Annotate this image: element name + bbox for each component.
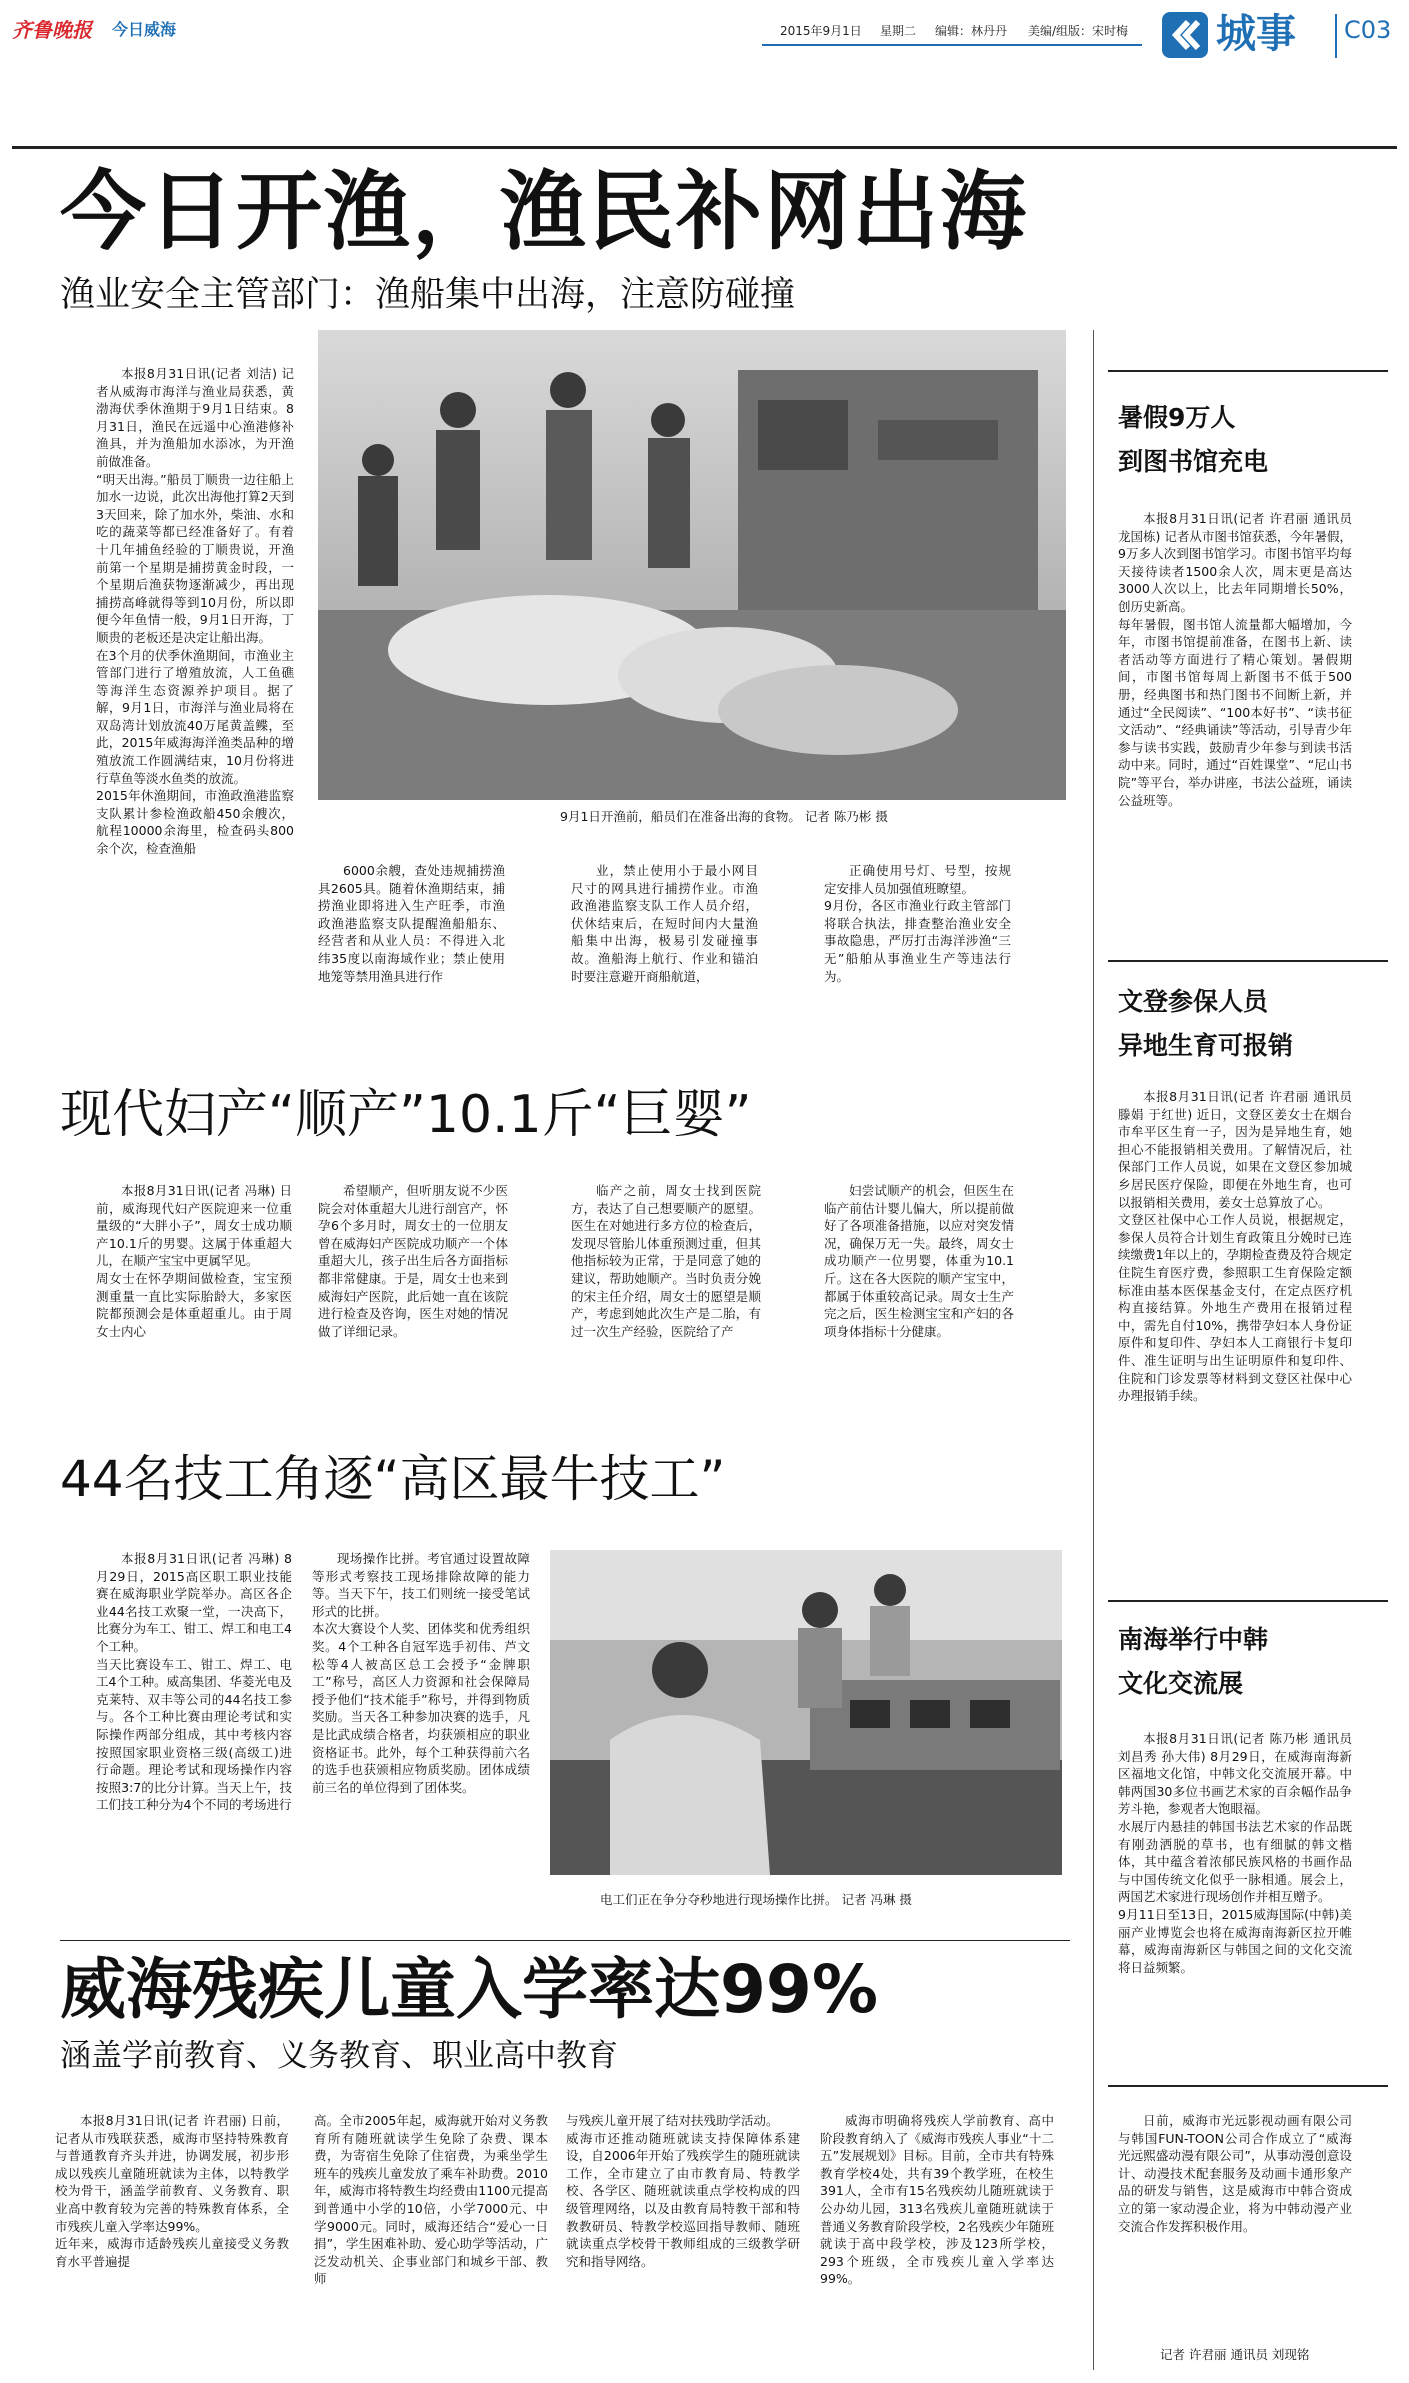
article2-col1: 本报8月31日讯(记者 冯琳) 日前，威海现代妇产医院迎来一位重量级的“大胖小子”，周女士成功顺产10.1斤的男婴。这属于体重超大儿，在顺产宝宝中更属罕见。 周女士在怀孕期间做检查，宝宝预测重量一直比实际胎龄大，多家医院都预测会是体重超重儿。由于周女士内心	[96, 1183, 292, 1339]
designer-credit: 美编/组版：宋时梅	[1028, 24, 1129, 38]
issue-date: 2015年9月1日	[780, 24, 862, 38]
lead-col3: 业，禁止使用小于最小网目尺寸的网具进行捕捞作业。市渔政渔港监察支队工作人员介绍，伏休结束后，在短时间内大量渔船集中出海，极易引发碰撞事故。渔船海上航行、作业和锚泊时要注意避开商船航道，	[571, 863, 758, 984]
article3-photo	[550, 1550, 1062, 1875]
chevron-left-icon	[1162, 12, 1208, 58]
column-badge	[1162, 12, 1208, 58]
article4-headline: 威海残疾儿童入学率达99%	[60, 1951, 878, 2028]
article3-col2: 现场操作比拼。考官通过设置故障等形式考察技工现场排除故障的能力等。当天下午，技工们则统一接受笔试形式的比拼。 本次大赛设个人奖、团体奖和优秀组织奖。4个工种各自冠军选手初伟、芦文松等4人被高区总工会授予“金牌职工”称号，高区人力资源和社会保障局授予他们“技术能手”称号，并得到物质奖励。当天各工种参加决赛的选手，凡是比武成绩合格者，均获颁相应的职业资格证书。此外，每个工种获得前六名的选手也获颁相应物质奖励。团体成绩前三名的单位得到了团体奖。	[312, 1551, 530, 1795]
page-number: C03	[1344, 16, 1392, 44]
article2-col3: 临产之前，周女士找到医院方，表达了自己想要顺产的愿望。医生在对她进行多方位的检查后，发现尽管胎儿体重预测过重，但其他指标较为正常，于是同意了她的建议，帮助她顺产。当时负责分娩的宋主任介绍，周女士的愿望是顺产，考虑到她此次生产是二胎，有过一次生产经验，医院给了产	[571, 1183, 761, 1339]
paper-logo: 齐鲁晚报	[12, 18, 92, 42]
fishermen-photo	[318, 330, 1066, 800]
editor-credit: 编辑：林丹丹	[935, 24, 1008, 38]
lead-photo-caption: 9月1日开渔前，船员们在准备出海的食物。 记者 陈乃彬 摄	[560, 809, 888, 824]
article2-col4: 妇尝试顺产的机会，但医生在临产前估计婴儿偏大，所以提前做好了各项准备措施，以应对突发情况，确保万无一失。最终，周女士成功顺产一位男婴，体重为10.1斤。这在各大医院的顺产宝宝中，都属于体重较高记录。周女士生产完之后，医生检测宝宝和产妇的各项身体指标十分健康。	[824, 1183, 1014, 1339]
section-name: 今日威海	[112, 20, 177, 39]
sidebar-item2-title2: 异地生育可报销	[1118, 1031, 1294, 1060]
column-divider	[1335, 14, 1337, 58]
lead-photo	[318, 330, 1066, 800]
sidebar-item1-title2: 到图书馆充电	[1118, 447, 1269, 476]
article4-col3: 与残疾儿童开展了结对扶残助学活动。 威海市还推动随班就读支持保障体系建设，自2006年开始了残疾学生的随班就读工作，全市建立了由市教育局、特教学校、各学区、随班就读重点学校构成的四级管理网络，以及由教育局特教干部和特教教研员、特教学校巡回指导教师、随班就读重点学校骨干教师组成的三级教学研究和指导网络。	[566, 2113, 800, 2269]
sidebar-item4-rule	[1108, 2085, 1388, 2087]
sidebar-item4-body: 日前，威海市光远影视动画有限公司与韩国FUN-TOON公司合作成立了“威海光远熙盛动漫有限公司”，从事动漫创意设计、动漫技术配套服务及动画卡通形象产品的研发与销售，这是威海市中韩合资成立的第一家动漫企业，将为中韩动漫产业交流合作发挥积极作用。	[1118, 2113, 1352, 2234]
sidebar-divider	[1093, 330, 1094, 2370]
column-name: 城事	[1216, 11, 1296, 57]
lead-headline: 今日开渔，渔民补网出海	[60, 162, 1028, 262]
lead-col1: 本报8月31日讯(记者 刘洁) 记者从威海市海洋与渔业局获悉，黄渤海伏季休渔期于9月1日结束。8月31日，渔民在远遥中心渔港修补渔具，并为渔船加水添冰，为开渔前做准备。 “明天出海。”船员丁顺贵一边往船上加水一边说，此次出海他打算2天到3天回来，除了加水外，柴油、水和吃的蔬菜等都已经准备好了。有着十几年捕鱼经验的丁顺贵说，开渔前第一个星期是捕捞黄金时段，一个星期后渔获物逐渐减少，再出现捕捞高峰就得等到10月份，所以即便今年鱼情一般，9月1日开海，丁顺贵的老板还是决定让船出海。 在3个月的伏季休渔期间，市渔业主管部门进行了增殖放流，人工鱼礁等海洋生态资源养护项目。据了解，9月1日，市海洋与渔业局将在双岛湾计划放流40万尾黄盖鲽，至此，2015年威海海洋渔类品种的增殖放流工作圆满结束，10月份将进行草鱼等淡水鱼类的放流。 2015年休渔期间，市渔政渔港监察支队累计参检渔政船450余艘次，航程10000余海里，检查码头800余个次，检查渔船	[96, 366, 294, 857]
sidebar-item1-title1: 暑假9万人	[1118, 403, 1236, 432]
article3-photo-caption: 电工们正在争分夺秒地进行现场操作比拼。 记者 冯琳 摄	[600, 1892, 912, 1907]
masthead	[0, 0, 1409, 75]
issue-weekday: 星期二	[880, 24, 917, 38]
lead-col2: 6000余艘，查处违规捕捞渔具2605具。随着休渔期结束，捕捞渔业即将进入生产旺季，市渔政渔港监察支队提醒渔船船东、经营者和从业人员：不得进入北纬35度以南海域作业；禁止使用地笼等禁用渔具进行作	[318, 863, 505, 984]
sidebar-item2-body: 本报8月31日讯(记者 许君丽 通讯员 滕娟 于红世) 近日，文登区姜女士在烟台市牟平区生育一子，因为是异地生育，她担心不能报销相关费用。了解情况后，社保部门工作人员说，如果在文登区参加城乡居民医疗保险，即便在外地生育，也可以报销相关费用，姜女士总算放了心。 文登区社保中心工作人员说，根据规定，参保人员符合计划生育政策且分娩时已连续缴费1年以上的，孕期检查费及符合规定住院生育医疗费，参照职工生育保险定额标准由基本医保基金支付，在定点医疗机构直接结算。外地生产费用在报销过程中，需先自付10%，携带孕妇本人身份证原件和复印件、孕妇本人工商银行卡复印件、准生证明与出生证明原件和复印件、住院和门诊发票等材料到文登区社保中心办理报销手续。	[1118, 1089, 1352, 1404]
article4-col2: 高。全市2005年起，威海就开始对义务教育所有随班就读学生免除了杂费、课本费，为寄宿生免除了住宿费，为乘坐学生班车的残疾儿童发放了乘车补助费。2010年，威海市将特教生均经费由1100元提高到普通中小学的10倍，小学7000元、中学9000元。同时，威海还结合“爱心一日捐”，学生困难补助、爱心助学等活动，广泛发动机关、企事业部门和城乡干部、教师	[314, 2113, 548, 2287]
article2-headline: 现代妇产“顺产”10.1斤“巨婴”	[60, 1085, 752, 1145]
sidebar-item2-rule	[1108, 960, 1388, 962]
lead-subhead: 渔业安全主管部门：渔船集中出海，注意防碰撞	[60, 275, 796, 315]
masthead-rule	[762, 44, 1142, 46]
article2-col2: 希望顺产，但听朋友说不少医院会对体重超大儿进行剖宫产，怀孕6个多月时，周女士的一位朋友曾在威海妇产医院成功顺产一个体重超大儿，孩子出生后各方面指标都非常健康。于是，周女士也来到威海妇产医院，此后她一直在该院进行检查及咨询，医生对她的情况做了详细记录。	[318, 1183, 508, 1339]
article3-col1: 本报8月31日讯(记者 冯琳) 8月29日，2015高区职工职业技能赛在威海职业学院举办。高区各企业44名技工欢聚一堂，一决高下，比赛分为车工、钳工、焊工和电工4个工种。 当天比赛设车工、钳工、焊工、电工4个工种。威高集团、华菱光电及克莱特、双丰等公司的44名技工参与。各个工种比赛由理论考试和实际操作两部分组成，其中考核内容按照国家职业资格三级(高级工)进行命题。理论考试和现场操作内容按照3:7的比分计算。当天上午，技工们技工种分为4个不同的考场进行	[96, 1551, 292, 1813]
article4-top-rule	[60, 1940, 1070, 1941]
sidebar-item3-rule	[1108, 1600, 1388, 1602]
article4-col4: 威海市明确将残疾人学前教育、高中阶段教育纳入了《威海市残疾人事业“十二五”发展规划》目标。目前，全市共有特殊教育学校4处，共有39个教学班，在校生391人，全市有15名残疾幼儿随班就读于公办幼儿园，313名残疾儿童随班就读于普通义务教育阶段学校，2名残疾少年随班就读于高中段学校，涉及123所学校，293个班级，全市残疾儿童入学率达99%。	[820, 2113, 1054, 2287]
sidebar-item3-body: 本报8月31日讯(记者 陈乃彬 通讯员 刘昌秀 孙大伟) 8月29日，在威海南海新区福地文化馆，中韩文化交流展开幕。中韩两国30多位书画艺术家的百余幅作品争芳斗艳，参观者大饱眼福。 水展厅内悬挂的韩国书法艺术家的作品既有刚劲洒脱的草书，也有细腻的韩文楷体，其中蕴含着浓郁民族风格的书画作品与中国传统文化似乎一脉相通。展会上，两国艺术家进行现场创作并相互赠予。 9月11日至13日，2015威海国际(中韩)美丽产业博览会也将在威海南海新区拉开帷幕，威海南海新区与韩国之间的文化交流将日益频繁。	[1118, 1731, 1352, 1975]
technicians-photo	[550, 1550, 1062, 1875]
sidebar-item3-title1: 南海举行中韩	[1118, 1625, 1269, 1654]
sidebar-item4-byline: 记者 许君丽 通讯员 刘现铭	[1160, 2347, 1310, 2362]
article3-headline: 44名技工角逐“高区最牛技工”	[60, 1450, 726, 1508]
top-rule	[12, 146, 1397, 149]
sidebar-item2-title1: 文登参保人员	[1118, 987, 1269, 1016]
sidebar-item1-rule	[1108, 370, 1388, 372]
lead-col4: 正确使用号灯、号型，按规定安排人员加强值班瞭望。 9月份，各区市渔业行政主管部门将联合执法，排查整治渔业安全事故隐患，严厉打击海洋涉渔“三无”船舶从事渔业生产等违法行为。	[824, 863, 1011, 984]
article4-subhead: 涵盖学前教育、义务教育、职业高中教育	[60, 2038, 618, 2074]
sidebar-item1-body: 本报8月31日讯(记者 许君丽 通讯员 龙国栋) 记者从市图书馆获悉，今年暑假，9万多人次到图书馆学习。市图书馆平均每天接待读者1500余人次，周末更是高达3000人次以上，比去年同期增长50%，创历史新高。 每年暑假，图书馆人流量都大幅增加，今年，市图书馆提前准备，在图书上新、读者活动等方面进行了精心策划。暑假期间，市图书馆每周上新图书不低于500册，经典图书和热门图书不间断上新，并通过“全民阅读”、“100本好书”、“读书征文活动”、“经典诵读”等活动，引导青少年参与读书实践，鼓励青少年参与到读书活动中来。同时，通过“百姓课堂”、“尼山书院”等平台，举办讲座，书法公益班，诵读公益班等。	[1118, 511, 1352, 808]
sidebar-item3-title2: 文化交流展	[1118, 1669, 1244, 1698]
article4-col1: 本报8月31日讯(记者 许君丽) 日前，记者从市残联获悉，威海市坚持特殊教育与普通教育齐头并进，协调发展，初步形成以残疾儿童随班就读为主体，以特教学校为骨干，涵盖学前教育、义务教育、职业高中教育较为完善的特殊教育体系，全市残疾儿童入学率达99%。 近年来，威海市适龄残疾儿童接受义务教育水平普遍提	[55, 2113, 289, 2269]
